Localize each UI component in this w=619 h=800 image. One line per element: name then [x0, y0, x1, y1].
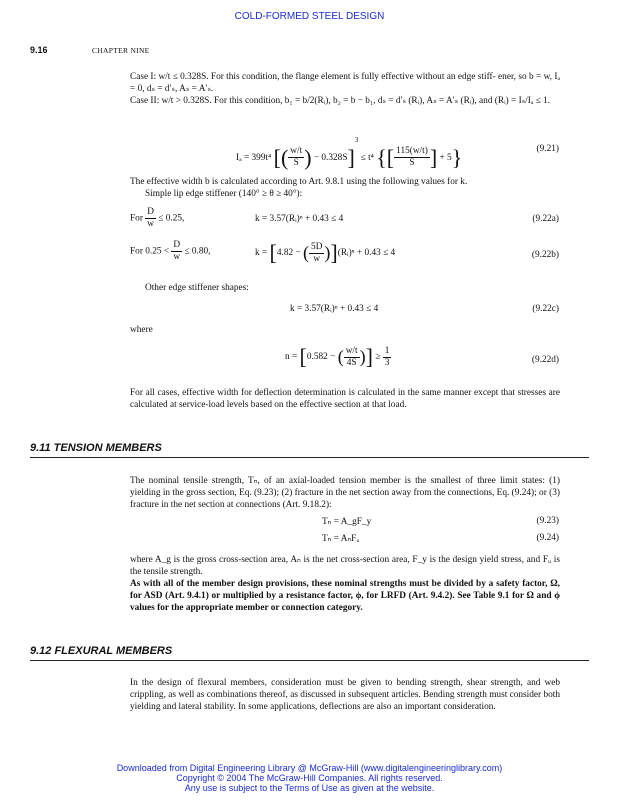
- page-number: 9.16: [30, 45, 48, 55]
- eq921-frac-b: $\frac{115(w/t)}{S}$: [396, 146, 428, 169]
- footer-download-link[interactable]: Downloaded from Digital Engineering Library @ McGraw-Hill (www.digitalengineeringlibrary.com): [116, 763, 503, 773]
- eq921-le: ≤ t⁴: [360, 153, 374, 163]
- eq-number-9-21: (9.21): [536, 144, 559, 154]
- eq-number-9-22b: (9.22b): [531, 250, 559, 260]
- flexural-paragraph: In the design of flexural members, consideration must be given to bending strength, shear strength, and web crippling, as well as combinations thereof, as discussed in subsequent articles. Bending strength must consider both yielding and lateral stability. In some applications, deflections are also an important consideration.: [130, 678, 560, 712]
- equation-9-21: Iₐ = 399t⁴ [( $\frac{w/t}{S}$ ) − 0.328S]$^3$ ≤ t⁴ {[ $\frac{115(w/t)}{S}$ ] + 5}: [236, 136, 463, 170]
- case-2-paragraph: Case II: w/t > 0.328S. For this condition, b₁ = b/2(Rᵢ), b₂ = b − b₁, dₛ = d′ₛ (Rᵢ), Aₛ = A′ₛ (Rᵢ), and (Rᵢ) = Iₛ/Iₐ ≤ 1.: [130, 96, 551, 106]
- eq921-mid: − 0.328S: [313, 153, 348, 163]
- equation-9-22a: k = 3.57(Rᵢ)ⁿ + 0.43 ≤ 4: [255, 214, 344, 224]
- deflection-paragraph: For all cases, effective width for deflection determination is calculated in the same manner except that stresses are calculated at service-load levels based on the effective section at that load.: [130, 388, 560, 410]
- other-shapes-text: Other edge stiffener shapes:: [145, 283, 249, 293]
- running-title: COLD-FORMED STEEL DESIGN: [234, 11, 385, 22]
- eq-number-9-22c: (9.22c): [532, 304, 559, 314]
- equation-9-22d: n = [0.582 − ( $\frac{w/t}{4S}$ )] ≥ $\frac{1}{3}$: [285, 344, 390, 369]
- equation-9-22b: k = [4.82 − ( $\frac{5D}{w}$ )](Rᵢ)ⁿ + 0.43 ≤ 4: [255, 240, 396, 265]
- eq-number-9-22a: (9.22a): [532, 214, 559, 224]
- equation-9-22c: k = 3.57(Rᵢ)ⁿ + 0.43 ≤ 4: [290, 304, 379, 314]
- equation-9-23: Tₙ = A_gF_y: [322, 517, 372, 527]
- footer-terms-link[interactable]: Any use is subject to the Terms of Use as given at the website.: [184, 783, 435, 793]
- chapter-label: CHAPTER NINE: [92, 46, 150, 55]
- equation-9-22b-condition: For 0.25 < $\frac{D}{w}$ ≤ 0.80,: [130, 240, 211, 262]
- eq921-frac-a: $\frac{w/t}{S}$: [290, 146, 303, 169]
- equation-9-22a-condition: For $\frac{D}{w}$ ≤ 0.25,: [130, 207, 185, 229]
- section-heading-9-12: 9.12 FLEXURAL MEMBERS: [30, 645, 173, 657]
- tension-where-paragraph: where A_g is the gross cross-section area, Aₙ is the net cross-section area, F_y is the design yield stress, and Fᵤ is the tensile strength.: [130, 555, 560, 577]
- eq921-plus: + 5: [439, 153, 452, 163]
- eq-number-9-22d: (9.22d): [531, 355, 559, 365]
- effective-width-text: The effective width b is calculated according to Art. 9.8.1 using the following values for k.: [130, 177, 468, 187]
- footer-copyright-link[interactable]: Copyright © 2004 The McGraw-Hill Companies. All rights reserved.: [176, 773, 443, 783]
- section-rule-9-12: [30, 660, 589, 661]
- section-heading-9-11: 9.11 TENSION MEMBERS: [30, 442, 162, 454]
- section-rule-9-11: [30, 457, 589, 458]
- eq921-lhs: Iₐ = 399t⁴: [236, 153, 272, 163]
- eq-number-9-24: (9.24): [536, 533, 559, 543]
- case-1-paragraph: Case I: w/t ≤ 0.328S. For this condition, the flange element is fully effective without an edge stiff- ener, so b = w, Iₐ = 0, dₛ = d′ₛ, Aₛ = A′ₛ.: [130, 72, 560, 94]
- tension-paragraph: The nominal tensile strength, Tₙ, of an axial-loaded tension member is the smallest of three limit states: (1) yielding in the gross section, Eq. (9.23); (2) fracture in the net section away from the connections, Eq. (9.24); or (3) fracture in the net section at connections (Art. 9.18.2):: [130, 476, 560, 510]
- tension-bold-paragraph: As with all of the member design provisions, these nominal strengths must be divided by a safety factor, Ω, for ASD (Art. 9.4.1) or multiplied by a resistance factor, ϕ, for LRFD (Art. 9.4.2). See Table 9.1 for Ω and ϕ values for the appropriate member or connection category.: [130, 579, 560, 613]
- eq-number-9-23: (9.23): [536, 516, 559, 526]
- where-text: where: [130, 325, 153, 335]
- equation-9-24: Tₙ = AₙFᵤ: [322, 534, 360, 544]
- simple-lip-text: Simple lip edge stiffener (140° ≥ θ ≥ 40°):: [145, 189, 303, 199]
